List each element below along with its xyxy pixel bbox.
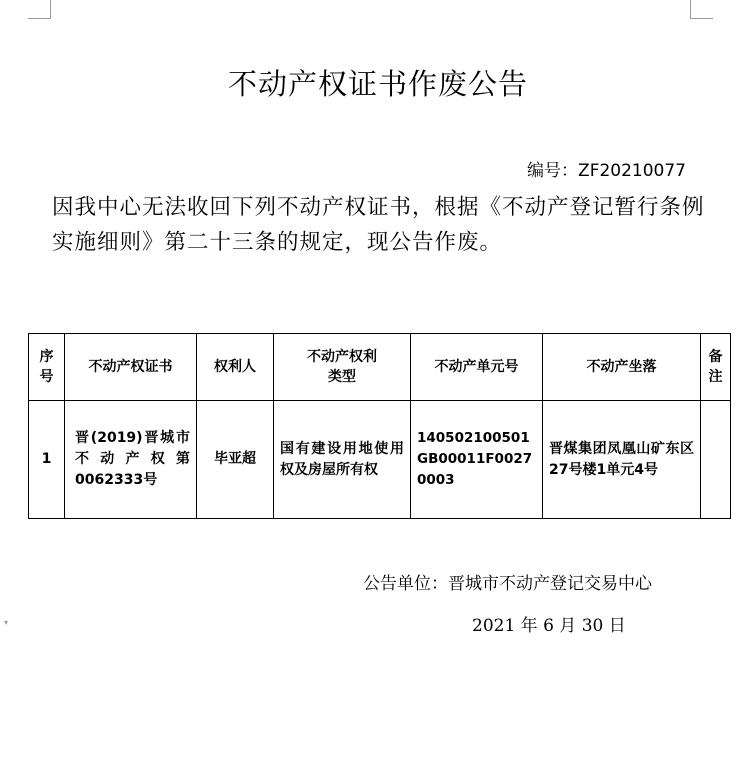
table-header-row	[29, 334, 731, 401]
cell-unit: 140502100501GB00011F00270003	[411, 401, 543, 519]
cell-cert: 晋(2019)晋城市不动产权第0062333号	[65, 401, 197, 519]
page-corner-mark-right	[690, 0, 713, 19]
cell-type: 国有建设用地使用权及房屋所有权	[274, 401, 411, 519]
header-cert: 不动产权证书	[65, 334, 197, 401]
cell-location: 晋煤集团凤凰山矿东区27号楼1单元4号	[543, 401, 701, 519]
issuing-unit: 公告单位：晋城市不动产登记交易中心	[363, 574, 652, 594]
page-title: 不动产权证书作废公告	[227, 67, 528, 101]
cell-holder: 毕亚超	[197, 401, 274, 519]
cell-seq: 1	[29, 401, 65, 519]
header-unit: 不动产单元号	[411, 334, 543, 401]
certificate-table	[28, 333, 731, 519]
cell-remark	[701, 401, 731, 519]
issue-date: 2021 年 6 月 30 日	[472, 616, 626, 636]
table-row	[29, 401, 731, 519]
margin-marker: ▾	[4, 618, 9, 627]
header-seq: 序号	[29, 334, 65, 401]
header-type: 不动产权利类型	[274, 334, 411, 401]
page-corner-mark-left	[28, 0, 51, 19]
document-number: 编号：ZF20210077	[527, 161, 686, 181]
header-location: 不动产坐落	[543, 334, 701, 401]
header-remark: 备注	[701, 334, 731, 401]
header-holder: 权利人	[197, 334, 274, 401]
notice-paragraph: 因我中心无法收回下列不动产权证书，根据《不动产登记暂行条例实施细则》第二十三条的规定，现公告作废。	[52, 195, 705, 255]
